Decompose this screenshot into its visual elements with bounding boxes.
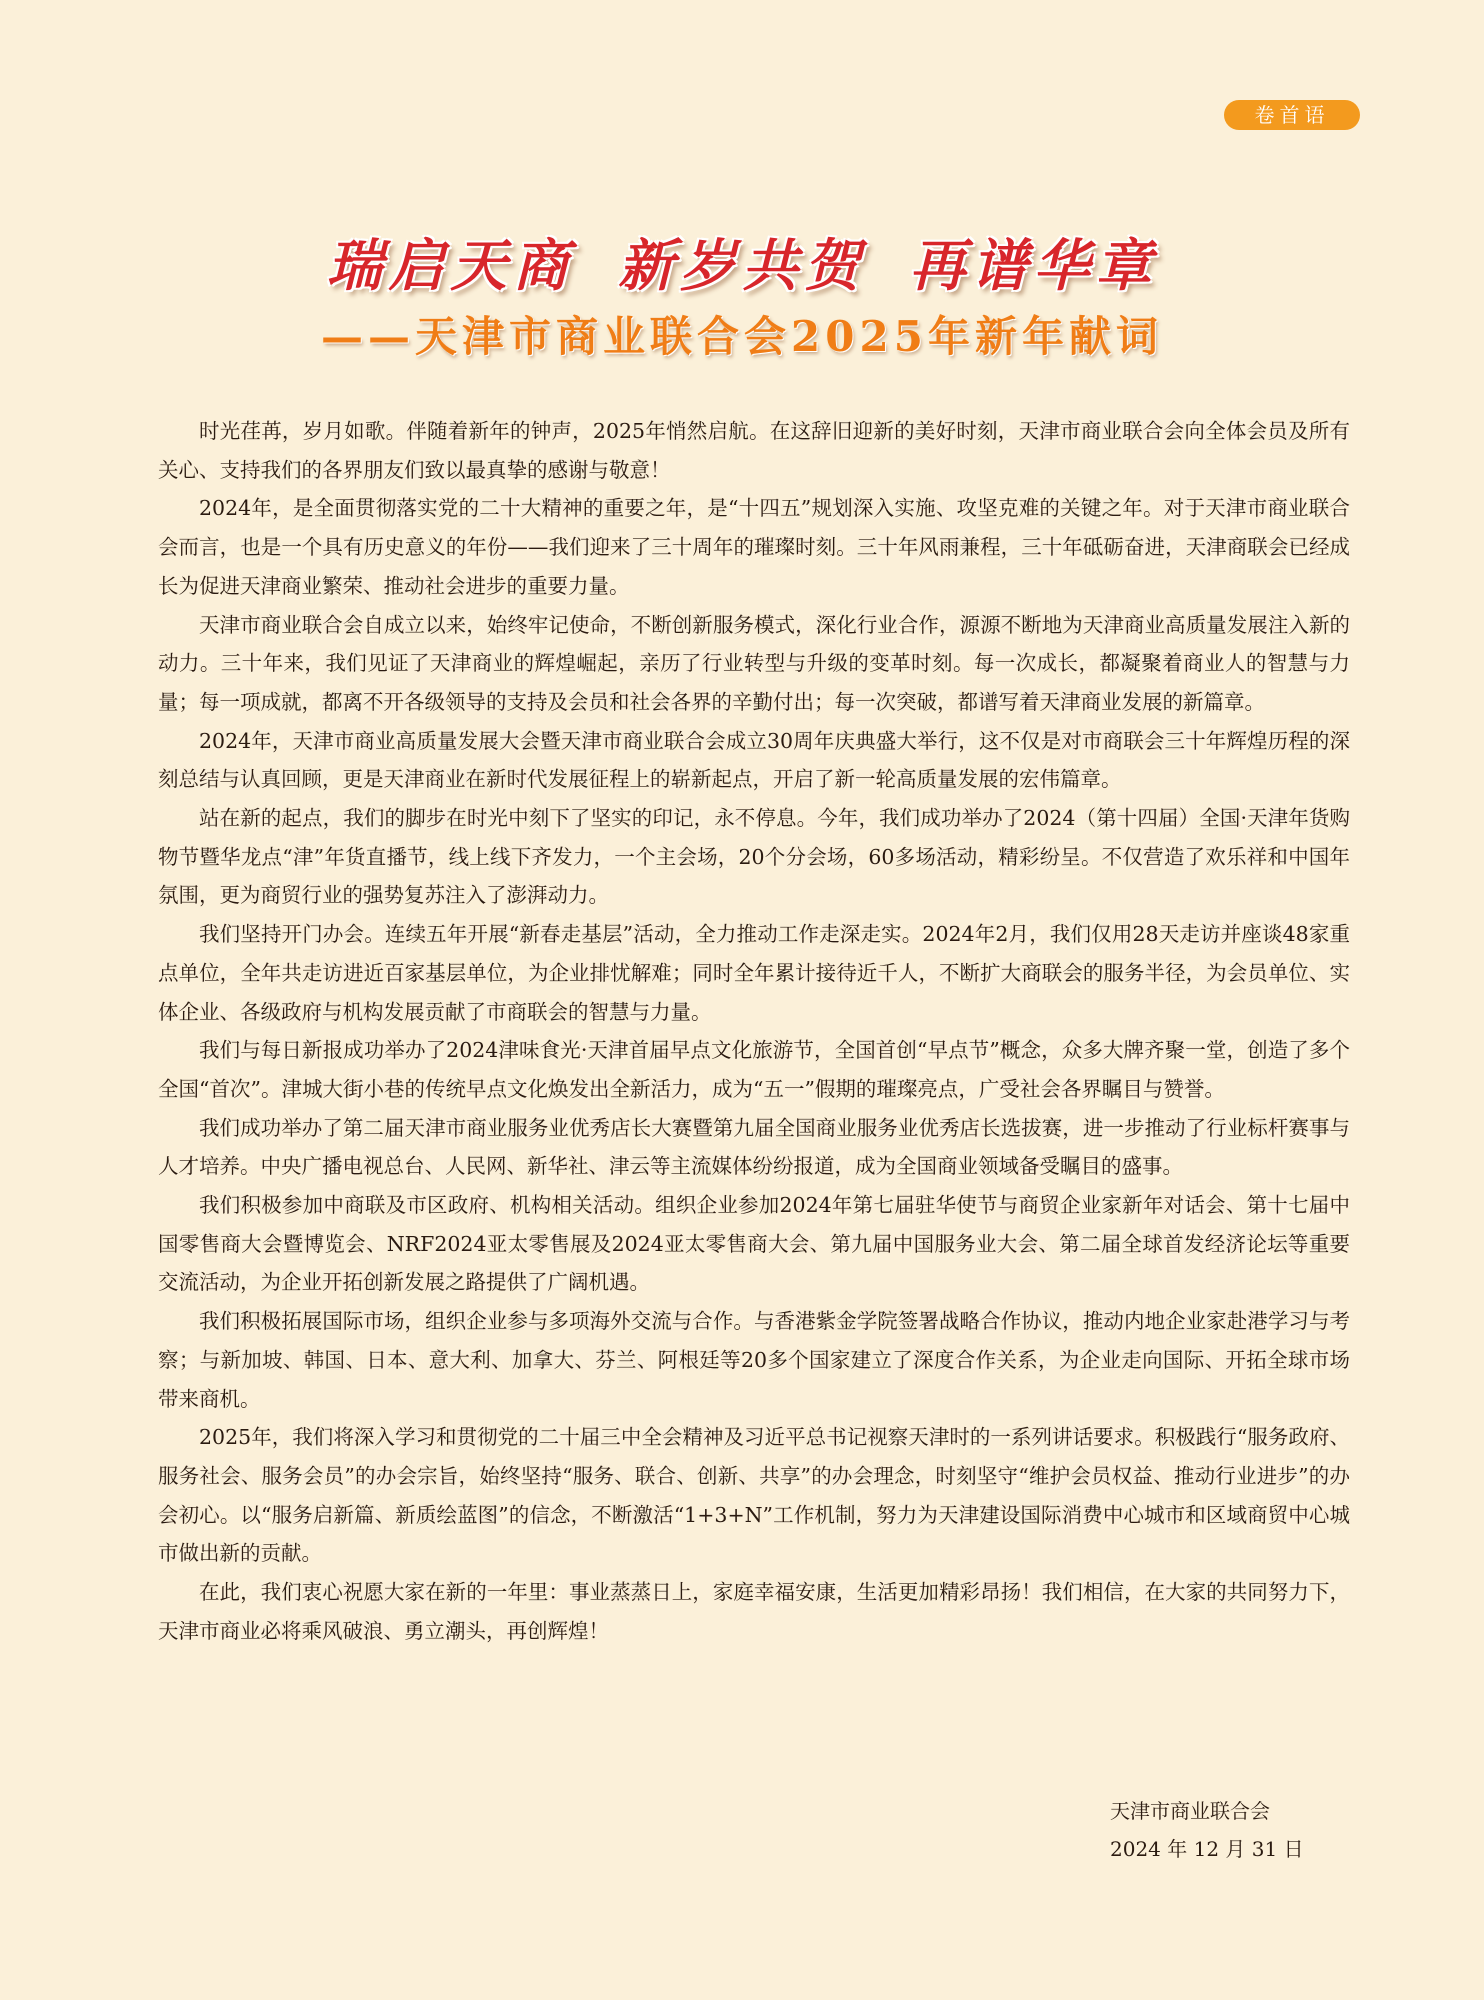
- paragraph: 我们积极拓展国际市场，组织企业参与多项海外交流与合作。与香港紫金学院签署战略合作协议，推动内地企业家赴港学习与考察；与新加坡、韩国、日本、意大利、加拿大、芬兰、阿根廷等20多个国家建立了深度合作关系，为企业走向国际、开拓全球市场带来商机。: [158, 1309, 1350, 1411]
- paragraph: 时光荏苒，岁月如歌。伴随着新年的钟声，2025年悄然启航。在这辞旧迎新的美好时刻，天津市商业联合会向全体会员及所有关心、支持我们的各界朋友们致以最真挚的感谢与敬意！: [158, 419, 1350, 482]
- signature-date: 2024 年 12 月 31 日: [1110, 1837, 1304, 1861]
- paragraph: 2024年，天津市商业高质量发展大会暨天津市商业联合会成立30周年庆典盛大举行，这不仅是对市商联会三十年辉煌历程的深刻总结与认真回顾，更是天津商业在新时代发展征程上的崭新起点，开启了新一轮高质量发展的宏伟篇章。: [158, 728, 1350, 792]
- paragraph: 在此，我们衷心祝愿大家在新的一年里：事业蒸蒸日上，家庭幸福安康，生活更加精彩昂扬！我们相信，在大家的共同努力下，天津市商业必将乘风破浪、勇立潮头，再创辉煌！: [158, 1580, 1350, 1643]
- article-body: [158, 412, 1350, 1651]
- section-badge: 卷首语: [1224, 100, 1360, 130]
- paragraph: 我们积极参加中商联及市区政府、机构相关活动。组织企业参加2024年第七届驻华使节与商贸企业家新年对话会、第十七届中国零售商大会暨博览会、NRF2024亚太零售展及2024亚太零售商大会、第九届中国服务业大会、第二届全球首发经济论坛等重要交流活动，为企业开拓创新发展之路提供了广阔机遇。: [158, 1193, 1350, 1295]
- paragraph: 2025年，我们将深入学习和贯彻党的二十届三中全会精神及习近平总书记视察天津时的一系列讲话要求。积极践行“服务政府、服务社会、服务会员”的办会宗旨，始终坚持“服务、联合、创新、共享”的办会理念，时刻坚守“维护会员权益、推动行业进步”的办会初心。以“服务启新篇、新质绘蓝图”的信念，不断激活“1+3+N”工作机制，努力为天津建设国际消费中心城市和区域商贸中心城市做出新的贡献。: [158, 1425, 1350, 1566]
- paragraph: 我们与每日新报成功举办了2024津味食光·天津首届早点文化旅游节，全国首创“早点节”概念，众多大牌齐聚一堂，创造了多个全国“首次”。津城大街小巷的传统早点文化焕发出全新活力，成为“五一”假期的璀璨亮点，广受社会各界瞩目与赞誉。: [158, 1038, 1350, 1101]
- signature-org: 天津市商业联合会: [1110, 1799, 1270, 1823]
- paragraph: 天津市商业联合会自成立以来，始终牢记使命，不断创新服务模式，深化行业合作，源源不断地为天津商业高质量发展注入新的动力。三十年来，我们见证了天津商业的辉煌崛起，亲历了行业转型与升级的变革时刻。每一次成长，都凝聚着商业人的智慧与力量；每一项成就，都离不开各级领导的支持及会员和社会各界的辛勤付出；每一次突破，都谱写着天津商业发展的新篇章。: [158, 612, 1350, 714]
- page-subtitle: ——天津市商业联合会2025年新年献词: [321, 312, 1163, 361]
- paragraph: 我们坚持开门办会。连续五年开展“新春走基层”活动，全力推动工作走深走实。2024年2月，我们仅用28天走访并座谈48家重点单位，全年共走访进近百家基层单位，为企业排忧解难；同时全年累计接待近千人，不断扩大商联会的服务半径，为会员单位、实体企业、各级政府与机构发展贡献了市商联会的智慧与力量。: [158, 922, 1350, 1024]
- paragraph: 2024年，是全面贯彻落实党的二十大精神的重要之年，是“十四五”规划深入实施、攻坚克难的关键之年。对于天津市商业联合会而言，也是一个具有历史意义的年份——我们迎来了三十周年的璀璨时刻。三十年风雨兼程，三十年砥砺奋进，天津商联会已经成长为促进天津商业繁荣、推动社会进步的重要力量。: [158, 496, 1350, 598]
- paragraph: 我们成功举办了第二届天津市商业服务业优秀店长大赛暨第九届全国商业服务业优秀店长选拔赛，进一步推动了行业标杆赛事与人才培养。中央广播电视总台、人民网、新华社、津云等主流媒体纷纷报道，成为全国商业领域备受瞩目的盛事。: [158, 1115, 1350, 1179]
- page-title: 瑞启天商 新岁共贺 再谱华章: [326, 233, 1158, 299]
- paragraph: 站在新的起点，我们的脚步在时光中刻下了坚实的印记，永不停息。今年，我们成功举办了2024（第十四届）全国·天津年货购物节暨华龙点“津”年货直播节，线上线下齐发力，一个主会场，20个分会场，60多场活动，精彩纷呈。不仅营造了欢乐祥和中国年氛围，更为商贸行业的强势复苏注入了澎湃动力。: [158, 806, 1350, 908]
